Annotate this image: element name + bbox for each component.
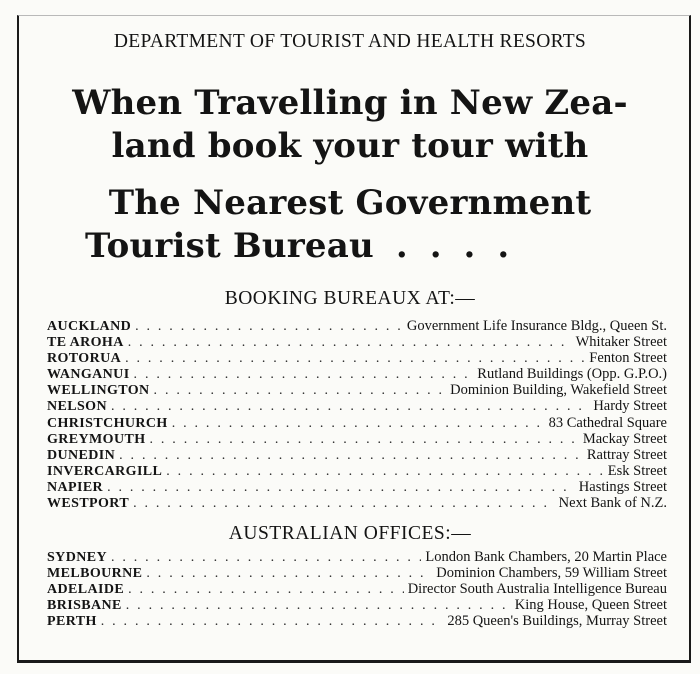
dot-leader — [111, 550, 421, 565]
office-city: WESTPORT — [47, 496, 130, 512]
office-address: Mackay Street — [582, 430, 667, 447]
dot-leader — [133, 496, 555, 511]
dot-leader — [134, 367, 474, 382]
list-item — [47, 431, 667, 447]
office-city: MELBOURNE — [47, 566, 143, 582]
office-city: BRISBANE — [47, 598, 122, 614]
list-item — [47, 613, 667, 629]
headline-line-3: The Nearest Government — [108, 183, 592, 223]
australian-offices-list — [47, 549, 667, 629]
list-item — [47, 415, 667, 431]
office-address: Rattray Street — [586, 446, 667, 463]
office-address: Rutland Buildings (Opp. G.P.O.) — [477, 366, 667, 383]
office-address: 285 Queen's Buildings, Murray Street — [447, 613, 667, 630]
office-city: AUCKLAND — [47, 319, 132, 334]
office-address: Dominion Chambers, 59 William Street — [436, 565, 667, 582]
office-city: TE AROHA — [47, 335, 124, 351]
dot-leader — [126, 598, 511, 613]
office-city: NELSON — [47, 399, 107, 415]
office-address: Director South Australia Intelligence Bureau — [407, 581, 667, 598]
headline-bureau — [20, 182, 680, 268]
office-address: Hastings Street — [578, 478, 667, 495]
booking-bureaux-heading: BOOKING BUREAUX AT:— — [224, 288, 476, 309]
list-item — [47, 597, 667, 613]
department-title: DEPARTMENT OF TOURIST AND HEALTH RESORTS — [113, 31, 587, 52]
office-city: ROTORUA — [47, 351, 122, 367]
dot-leader — [172, 416, 545, 431]
office-city: WANGANUI — [47, 367, 130, 383]
office-address: King House, Queen Street — [514, 597, 667, 614]
list-item — [47, 463, 667, 479]
office-address: London Bank Chambers, 20 Martin Place — [425, 549, 667, 565]
headline-line-1: When Travelling in New Zea- — [72, 83, 628, 123]
list-item — [47, 581, 667, 597]
list-item — [47, 382, 667, 398]
list-item — [47, 549, 667, 565]
list-item — [47, 318, 667, 334]
office-city: SYDNEY — [47, 550, 107, 565]
office-city: ADELAIDE — [47, 582, 125, 598]
headline-line-4-wrap — [20, 225, 680, 268]
list-item — [47, 398, 667, 414]
dot-leader — [107, 480, 575, 495]
dot-leader — [150, 432, 579, 447]
office-city: WELLINGTON — [47, 383, 150, 399]
office-city: INVERCARGILL — [47, 463, 163, 479]
list-item — [47, 479, 667, 495]
list-item — [47, 334, 667, 350]
office-city: CHRISTCHURCH — [47, 415, 168, 431]
office-address: Whitaker Street — [575, 334, 667, 351]
office-address: 83 Cathedral Square — [548, 414, 667, 431]
dot-leader — [128, 582, 404, 597]
office-address: Next Bank of N.Z. — [558, 495, 667, 512]
office-city: PERTH — [47, 614, 97, 630]
office-city: NAPIER — [47, 479, 104, 495]
dot-leader — [101, 614, 444, 629]
headline-dots: .... — [395, 226, 532, 266]
list-item — [47, 565, 667, 581]
headline-travelling — [20, 82, 680, 168]
office-address: Dominion Building, Wakefield Street — [450, 382, 667, 399]
list-item — [47, 366, 667, 382]
list-item — [47, 495, 667, 511]
dot-leader — [111, 399, 589, 414]
dot-leader — [146, 566, 432, 581]
office-address: Esk Street — [607, 462, 667, 479]
dot-leader — [119, 448, 583, 463]
headline-line-2: land book your tour with — [111, 126, 589, 166]
office-city: GREYMOUTH — [47, 431, 146, 447]
headline-line-4: Tourist Bureau — [85, 226, 374, 266]
list-item — [47, 350, 667, 366]
australian-offices-heading: AUSTRALIAN OFFICES:— — [228, 523, 472, 544]
office-address: Government Life Insurance Bldg., Queen St. — [406, 318, 667, 334]
booking-bureaux-list — [47, 318, 667, 511]
dot-leader — [135, 319, 403, 334]
dot-leader — [128, 335, 572, 350]
office-city: DUNEDIN — [47, 447, 116, 463]
list-item — [47, 447, 667, 463]
dot-leader — [125, 351, 585, 366]
dot-leader — [154, 383, 447, 398]
office-address: Hardy Street — [593, 398, 667, 415]
office-address: Fenton Street — [589, 350, 667, 367]
dot-leader — [166, 464, 604, 479]
